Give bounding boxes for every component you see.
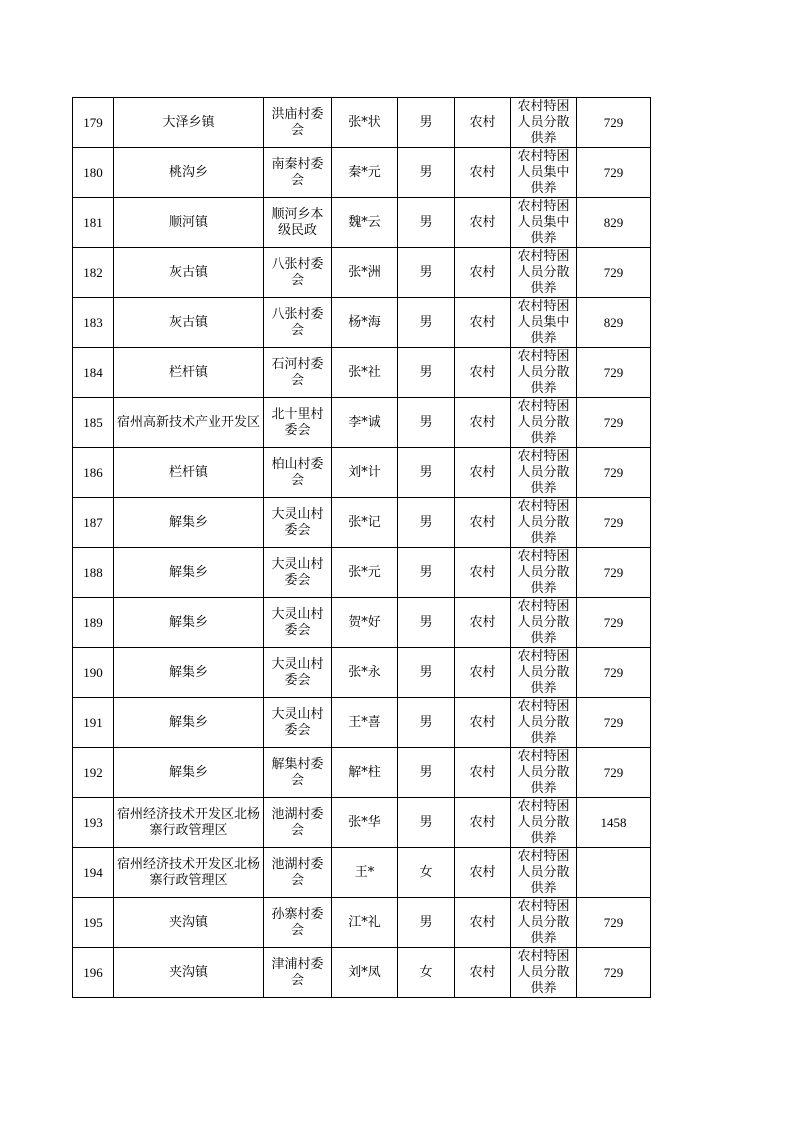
- township-cell: 宿州经济技术开发区北杨寨行政管理区: [114, 848, 264, 898]
- table-body: [73, 98, 651, 998]
- serial-number-cell: 181: [73, 198, 114, 248]
- table-row: [73, 898, 651, 948]
- residence-type-cell: 农村: [455, 648, 511, 698]
- support-category-cell: 农村特困人员分散供养: [511, 398, 577, 448]
- table-row: [73, 548, 651, 598]
- gender-cell: 男: [398, 448, 455, 498]
- residence-type-cell: 农村: [455, 98, 511, 148]
- support-category-cell: 农村特困人员分散供养: [511, 798, 577, 848]
- village-committee-cell: 大灵山村委会: [264, 698, 332, 748]
- person-name-cell: 王*: [332, 848, 398, 898]
- table-row: [73, 448, 651, 498]
- serial-number-cell: 188: [73, 548, 114, 598]
- support-category-cell: 农村特困人员分散供养: [511, 548, 577, 598]
- residence-type-cell: 农村: [455, 698, 511, 748]
- serial-number-cell: 191: [73, 698, 114, 748]
- person-name-cell: 贺*好: [332, 598, 398, 648]
- support-category-cell: 农村特困人员集中供养: [511, 198, 577, 248]
- person-name-cell: 刘*凤: [332, 948, 398, 998]
- table-row: [73, 198, 651, 248]
- amount-cell: 729: [577, 598, 651, 648]
- township-cell: 栏杆镇: [114, 348, 264, 398]
- gender-cell: 男: [398, 698, 455, 748]
- village-committee-cell: 八张村委会: [264, 248, 332, 298]
- support-category-cell: 农村特困人员分散供养: [511, 98, 577, 148]
- residence-type-cell: 农村: [455, 448, 511, 498]
- person-name-cell: 张*社: [332, 348, 398, 398]
- amount-cell: 829: [577, 198, 651, 248]
- person-name-cell: 王*喜: [332, 698, 398, 748]
- person-name-cell: 秦*元: [332, 148, 398, 198]
- amount-cell: 729: [577, 98, 651, 148]
- residence-type-cell: 农村: [455, 948, 511, 998]
- serial-number-cell: 194: [73, 848, 114, 898]
- township-cell: 解集乡: [114, 548, 264, 598]
- person-name-cell: 魏*云: [332, 198, 398, 248]
- table-row: [73, 598, 651, 648]
- serial-number-cell: 189: [73, 598, 114, 648]
- serial-number-cell: 183: [73, 298, 114, 348]
- residence-type-cell: 农村: [455, 398, 511, 448]
- serial-number-cell: 180: [73, 148, 114, 198]
- person-name-cell: 张*记: [332, 498, 398, 548]
- amount-cell: 729: [577, 398, 651, 448]
- support-category-cell: 农村特困人员分散供养: [511, 448, 577, 498]
- support-category-cell: 农村特困人员分散供养: [511, 648, 577, 698]
- gender-cell: 女: [398, 848, 455, 898]
- support-category-cell: 农村特困人员分散供养: [511, 848, 577, 898]
- township-cell: 解集乡: [114, 648, 264, 698]
- village-committee-cell: 池湖村委会: [264, 848, 332, 898]
- person-name-cell: 江*礼: [332, 898, 398, 948]
- table-row: [73, 848, 651, 898]
- gender-cell: 男: [398, 348, 455, 398]
- township-cell: 解集乡: [114, 498, 264, 548]
- village-committee-cell: 大灵山村委会: [264, 648, 332, 698]
- village-committee-cell: 北十里村委会: [264, 398, 332, 448]
- relief-roster-table: [72, 97, 651, 998]
- township-cell: 顺河镇: [114, 198, 264, 248]
- residence-type-cell: 农村: [455, 298, 511, 348]
- serial-number-cell: 196: [73, 948, 114, 998]
- amount-cell: 829: [577, 298, 651, 348]
- serial-number-cell: 195: [73, 898, 114, 948]
- village-committee-cell: 津浦村委会: [264, 948, 332, 998]
- person-name-cell: 李*诚: [332, 398, 398, 448]
- village-committee-cell: 大灵山村委会: [264, 498, 332, 548]
- person-name-cell: 张*元: [332, 548, 398, 598]
- table-row: [73, 798, 651, 848]
- person-name-cell: 解*柱: [332, 748, 398, 798]
- township-cell: 宿州高新技术产业开发区: [114, 398, 264, 448]
- residence-type-cell: 农村: [455, 198, 511, 248]
- gender-cell: 男: [398, 798, 455, 848]
- serial-number-cell: 184: [73, 348, 114, 398]
- support-category-cell: 农村特困人员分散供养: [511, 948, 577, 998]
- table-row: [73, 348, 651, 398]
- village-committee-cell: 解集村委会: [264, 748, 332, 798]
- village-committee-cell: 八张村委会: [264, 298, 332, 348]
- residence-type-cell: 农村: [455, 548, 511, 598]
- township-cell: 夹沟镇: [114, 948, 264, 998]
- table-row: [73, 98, 651, 148]
- support-category-cell: 农村特困人员集中供养: [511, 148, 577, 198]
- support-category-cell: 农村特困人员分散供养: [511, 248, 577, 298]
- residence-type-cell: 农村: [455, 148, 511, 198]
- residence-type-cell: 农村: [455, 748, 511, 798]
- residence-type-cell: 农村: [455, 848, 511, 898]
- person-name-cell: 张*状: [332, 98, 398, 148]
- village-committee-cell: 大灵山村委会: [264, 548, 332, 598]
- amount-cell: 729: [577, 648, 651, 698]
- table-row: [73, 698, 651, 748]
- serial-number-cell: 193: [73, 798, 114, 848]
- person-name-cell: 张*永: [332, 648, 398, 698]
- table-row: [73, 298, 651, 348]
- village-committee-cell: 柏山村委会: [264, 448, 332, 498]
- support-category-cell: 农村特困人员分散供养: [511, 498, 577, 548]
- village-committee-cell: 石河村委会: [264, 348, 332, 398]
- amount-cell: 729: [577, 748, 651, 798]
- amount-cell: 729: [577, 698, 651, 748]
- support-category-cell: 农村特困人员集中供养: [511, 298, 577, 348]
- person-name-cell: 张*华: [332, 798, 398, 848]
- gender-cell: 男: [398, 398, 455, 448]
- gender-cell: 男: [398, 748, 455, 798]
- township-cell: 解集乡: [114, 748, 264, 798]
- person-name-cell: 刘*计: [332, 448, 398, 498]
- village-committee-cell: 南秦村委会: [264, 148, 332, 198]
- township-cell: 栏杆镇: [114, 448, 264, 498]
- township-cell: 大泽乡镇: [114, 98, 264, 148]
- serial-number-cell: 192: [73, 748, 114, 798]
- gender-cell: 男: [398, 248, 455, 298]
- amount-cell: [577, 848, 651, 898]
- residence-type-cell: 农村: [455, 248, 511, 298]
- gender-cell: 男: [398, 498, 455, 548]
- support-category-cell: 农村特困人员分散供养: [511, 898, 577, 948]
- table-row: [73, 248, 651, 298]
- table-row: [73, 648, 651, 698]
- amount-cell: 729: [577, 898, 651, 948]
- residence-type-cell: 农村: [455, 898, 511, 948]
- serial-number-cell: 182: [73, 248, 114, 298]
- township-cell: 灰古镇: [114, 248, 264, 298]
- gender-cell: 男: [398, 298, 455, 348]
- serial-number-cell: 187: [73, 498, 114, 548]
- gender-cell: 男: [398, 598, 455, 648]
- table-row: [73, 398, 651, 448]
- village-committee-cell: 大灵山村委会: [264, 598, 332, 648]
- amount-cell: 729: [577, 498, 651, 548]
- village-committee-cell: 洪庙村委会: [264, 98, 332, 148]
- gender-cell: 男: [398, 198, 455, 248]
- serial-number-cell: 186: [73, 448, 114, 498]
- amount-cell: 729: [577, 148, 651, 198]
- village-committee-cell: 池湖村委会: [264, 798, 332, 848]
- gender-cell: 男: [398, 98, 455, 148]
- support-category-cell: 农村特困人员分散供养: [511, 698, 577, 748]
- amount-cell: 729: [577, 548, 651, 598]
- gender-cell: 男: [398, 148, 455, 198]
- amount-cell: 729: [577, 448, 651, 498]
- township-cell: 夹沟镇: [114, 898, 264, 948]
- township-cell: 灰古镇: [114, 298, 264, 348]
- serial-number-cell: 179: [73, 98, 114, 148]
- village-committee-cell: 孙寨村委会: [264, 898, 332, 948]
- residence-type-cell: 农村: [455, 348, 511, 398]
- gender-cell: 男: [398, 648, 455, 698]
- serial-number-cell: 185: [73, 398, 114, 448]
- township-cell: 解集乡: [114, 698, 264, 748]
- person-name-cell: 杨*海: [332, 298, 398, 348]
- township-cell: 宿州经济技术开发区北杨寨行政管理区: [114, 798, 264, 848]
- support-category-cell: 农村特困人员分散供养: [511, 748, 577, 798]
- serial-number-cell: 190: [73, 648, 114, 698]
- amount-cell: 729: [577, 348, 651, 398]
- residence-type-cell: 农村: [455, 498, 511, 548]
- support-category-cell: 农村特困人员分散供养: [511, 348, 577, 398]
- amount-cell: 729: [577, 248, 651, 298]
- village-committee-cell: 顺河乡本级民政: [264, 198, 332, 248]
- township-cell: 解集乡: [114, 598, 264, 648]
- gender-cell: 男: [398, 898, 455, 948]
- township-cell: 桃沟乡: [114, 148, 264, 198]
- person-name-cell: 张*洲: [332, 248, 398, 298]
- residence-type-cell: 农村: [455, 598, 511, 648]
- amount-cell: 1458: [577, 798, 651, 848]
- residence-type-cell: 农村: [455, 798, 511, 848]
- support-category-cell: 农村特困人员分散供养: [511, 598, 577, 648]
- table-row: [73, 948, 651, 998]
- amount-cell: 729: [577, 948, 651, 998]
- table-row: [73, 148, 651, 198]
- gender-cell: 男: [398, 548, 455, 598]
- gender-cell: 女: [398, 948, 455, 998]
- table-row: [73, 748, 651, 798]
- table-row: [73, 498, 651, 548]
